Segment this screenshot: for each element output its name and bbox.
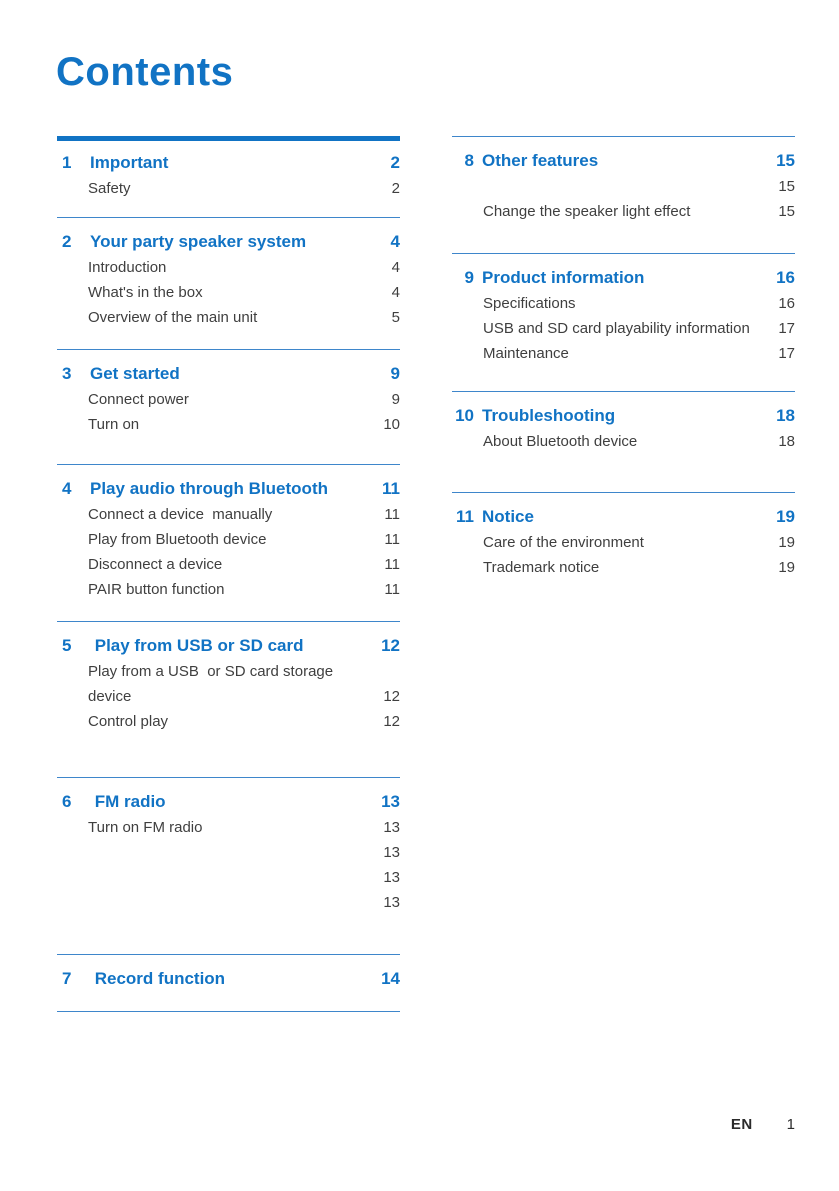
toc-column-right xyxy=(452,136,795,580)
section-divider xyxy=(57,217,400,218)
section-divider xyxy=(57,464,400,465)
section-divider xyxy=(452,492,795,493)
toc-section xyxy=(57,464,400,602)
section-divider xyxy=(452,391,795,392)
toc-entry xyxy=(57,865,400,890)
toc-entry-label: Turn on FM radio xyxy=(88,819,203,836)
toc-section-number: 8 xyxy=(464,151,474,170)
toc-entry-label: Introduction xyxy=(88,259,167,276)
toc-section-heading[interactable] xyxy=(57,966,400,992)
toc-entry-label: Trademark notice xyxy=(483,559,600,576)
toc-section-title: Other features xyxy=(482,151,599,170)
toc-section-number: 6 xyxy=(62,792,72,811)
toc-entry[interactable] xyxy=(57,387,400,412)
toc-section-title: Get started xyxy=(90,364,180,383)
toc-entry-label: Connect power xyxy=(88,391,189,408)
footer-page-number: 1 xyxy=(786,1116,795,1133)
toc-entry-label: device xyxy=(88,688,132,705)
toc-entry-page: 16 xyxy=(778,295,795,312)
toc-section-number: 4 xyxy=(62,479,72,498)
toc-entry[interactable] xyxy=(57,412,400,437)
toc-entry-page: 17 xyxy=(778,345,795,362)
toc-entry-page: 17 xyxy=(778,320,795,337)
toc-section-number: 11 xyxy=(456,507,474,526)
toc-entry-page: 11 xyxy=(384,556,400,573)
toc-entry[interactable] xyxy=(57,684,400,709)
page-footer xyxy=(731,1116,795,1133)
toc-entry-label: Safety xyxy=(88,180,131,197)
toc-section-page: 16 xyxy=(776,268,795,287)
section-divider xyxy=(57,1011,400,1012)
toc-section-number: 9 xyxy=(464,268,474,287)
toc-section-page: 9 xyxy=(390,364,400,383)
toc-section xyxy=(57,954,400,992)
toc-section-heading[interactable] xyxy=(452,148,795,174)
toc-entry-page: 4 xyxy=(391,284,400,301)
toc-section xyxy=(57,136,400,201)
toc-entry[interactable] xyxy=(57,815,400,840)
toc-section-page: 13 xyxy=(381,792,400,811)
toc-section xyxy=(57,621,400,734)
toc-section-title: Notice xyxy=(482,507,534,526)
toc-section-page: 19 xyxy=(776,507,795,526)
toc-section xyxy=(452,253,795,366)
toc-entry-page: 5 xyxy=(391,309,400,326)
toc-section-heading[interactable] xyxy=(57,229,400,255)
toc-section-page: 14 xyxy=(381,969,400,988)
toc-section-title: Play from USB or SD card xyxy=(90,636,304,655)
toc-section-title: Play audio through Bluetooth xyxy=(90,479,328,498)
toc-section-page: 12 xyxy=(381,636,400,655)
toc-section xyxy=(452,492,795,580)
toc-entry-label: Maintenance xyxy=(483,345,569,362)
section-divider xyxy=(57,349,400,350)
section-divider xyxy=(57,621,400,622)
toc-section-number: 7 xyxy=(62,969,72,988)
toc-entry xyxy=(57,840,400,865)
toc-entry[interactable] xyxy=(57,552,400,577)
toc-entry[interactable] xyxy=(57,709,400,734)
page-title: Contents xyxy=(56,50,234,94)
toc-entry-page: 19 xyxy=(778,534,795,551)
toc-entry-label: Play from a USB or SD card storage xyxy=(88,663,334,680)
toc-section-number: 3 xyxy=(62,364,72,383)
section-divider xyxy=(57,777,400,778)
toc-entry-label: Control play xyxy=(88,713,169,730)
toc-section-title: Troubleshooting xyxy=(482,406,616,425)
toc-entry[interactable] xyxy=(452,555,795,580)
toc-entry[interactable] xyxy=(57,255,400,280)
toc-entry-page: 12 xyxy=(383,713,400,730)
toc-section-title: FM radio xyxy=(90,792,166,811)
toc-section-title: Important xyxy=(90,153,169,172)
toc-entry-label: Play from Bluetooth device xyxy=(88,531,267,548)
toc-section-title: Product information xyxy=(482,268,645,287)
toc-section-number: 10 xyxy=(455,406,474,425)
toc-section-title: Your party speaker system xyxy=(90,232,307,251)
toc-entry[interactable] xyxy=(57,280,400,305)
toc-section-heading[interactable] xyxy=(452,504,795,530)
toc-entry-page: 12 xyxy=(383,688,400,705)
toc-entry-page: 9 xyxy=(391,391,400,408)
toc-section xyxy=(57,217,400,330)
toc-entry-label: Disconnect a device xyxy=(88,556,223,573)
toc-section-number: 1 xyxy=(62,153,72,172)
toc-entry-page: 13 xyxy=(383,819,400,836)
toc-entry-label: Connect a device manually xyxy=(88,506,273,523)
toc-entry-page: 11 xyxy=(384,531,400,548)
toc-entry-page: 13 xyxy=(383,844,400,861)
toc-entry-label: Overview of the main unit xyxy=(88,309,258,326)
toc-entry-page: 15 xyxy=(778,203,795,220)
toc-entry[interactable] xyxy=(452,341,795,366)
toc-entry[interactable] xyxy=(57,659,400,684)
toc-section xyxy=(57,349,400,437)
toc-entry-label: About Bluetooth device xyxy=(483,433,638,450)
toc-entry[interactable] xyxy=(452,291,795,316)
toc-column-left xyxy=(57,136,400,1012)
toc-entry-page: 10 xyxy=(383,416,400,433)
toc-section-heading[interactable] xyxy=(57,150,400,176)
toc-entry-page: 13 xyxy=(383,894,400,911)
toc-entry-page: 2 xyxy=(391,180,400,197)
toc-entry[interactable] xyxy=(57,502,400,527)
toc-entry[interactable] xyxy=(452,429,795,454)
toc-entry-page: 11 xyxy=(384,581,400,598)
toc-section-heading[interactable] xyxy=(57,789,400,815)
toc-entry-label: PAIR button function xyxy=(88,581,225,598)
toc-section xyxy=(57,777,400,915)
toc-entry-label: Change the speaker light effect xyxy=(483,203,691,220)
toc-section-page: 2 xyxy=(390,153,400,172)
toc-section-page: 15 xyxy=(776,151,795,170)
toc-section-number: 2 xyxy=(62,232,72,251)
toc-entry-page: 4 xyxy=(391,259,400,276)
toc-entry[interactable] xyxy=(57,527,400,552)
toc-section-page: 11 xyxy=(382,479,400,498)
section-divider xyxy=(452,253,795,254)
toc-entry[interactable] xyxy=(57,577,400,602)
toc-section-page: 4 xyxy=(390,232,400,251)
toc-entry-label: USB and SD card playability information xyxy=(483,320,750,337)
toc-section-heading[interactable] xyxy=(57,361,400,387)
toc-section-heading[interactable] xyxy=(57,633,400,659)
section-divider xyxy=(57,954,400,955)
toc-section-heading[interactable] xyxy=(57,476,400,502)
toc-section xyxy=(452,391,795,454)
toc-entry-label: Specifications xyxy=(483,295,576,312)
toc-entry-label: What's in the box xyxy=(88,284,203,301)
section-divider xyxy=(57,136,400,141)
toc-section-number: 5 xyxy=(62,636,72,655)
section-divider xyxy=(452,136,795,137)
toc-entry[interactable] xyxy=(57,176,400,201)
toc-entry[interactable] xyxy=(452,199,795,224)
toc-section-heading[interactable] xyxy=(452,265,795,291)
toc-entry-page: 18 xyxy=(778,433,795,450)
toc-section-page: 18 xyxy=(776,406,795,425)
toc-entry[interactable] xyxy=(57,305,400,330)
toc-entry[interactable] xyxy=(452,316,795,341)
toc-entry-label: Care of the environment xyxy=(483,534,644,551)
toc-entry-page: 11 xyxy=(384,506,400,523)
toc-section-title: Record function xyxy=(90,969,226,988)
toc-section xyxy=(452,136,795,224)
toc-entry-label: Turn on xyxy=(88,416,140,433)
toc-entry-page: 19 xyxy=(778,559,795,576)
toc-entry[interactable] xyxy=(452,530,795,555)
toc-entry-page: 15 xyxy=(778,178,795,195)
toc-section-heading[interactable] xyxy=(452,403,795,429)
footer-language-label: EN xyxy=(730,1116,753,1133)
toc-entry-page: 13 xyxy=(383,869,400,886)
toc-entry xyxy=(452,174,795,199)
toc-entry xyxy=(57,890,400,915)
